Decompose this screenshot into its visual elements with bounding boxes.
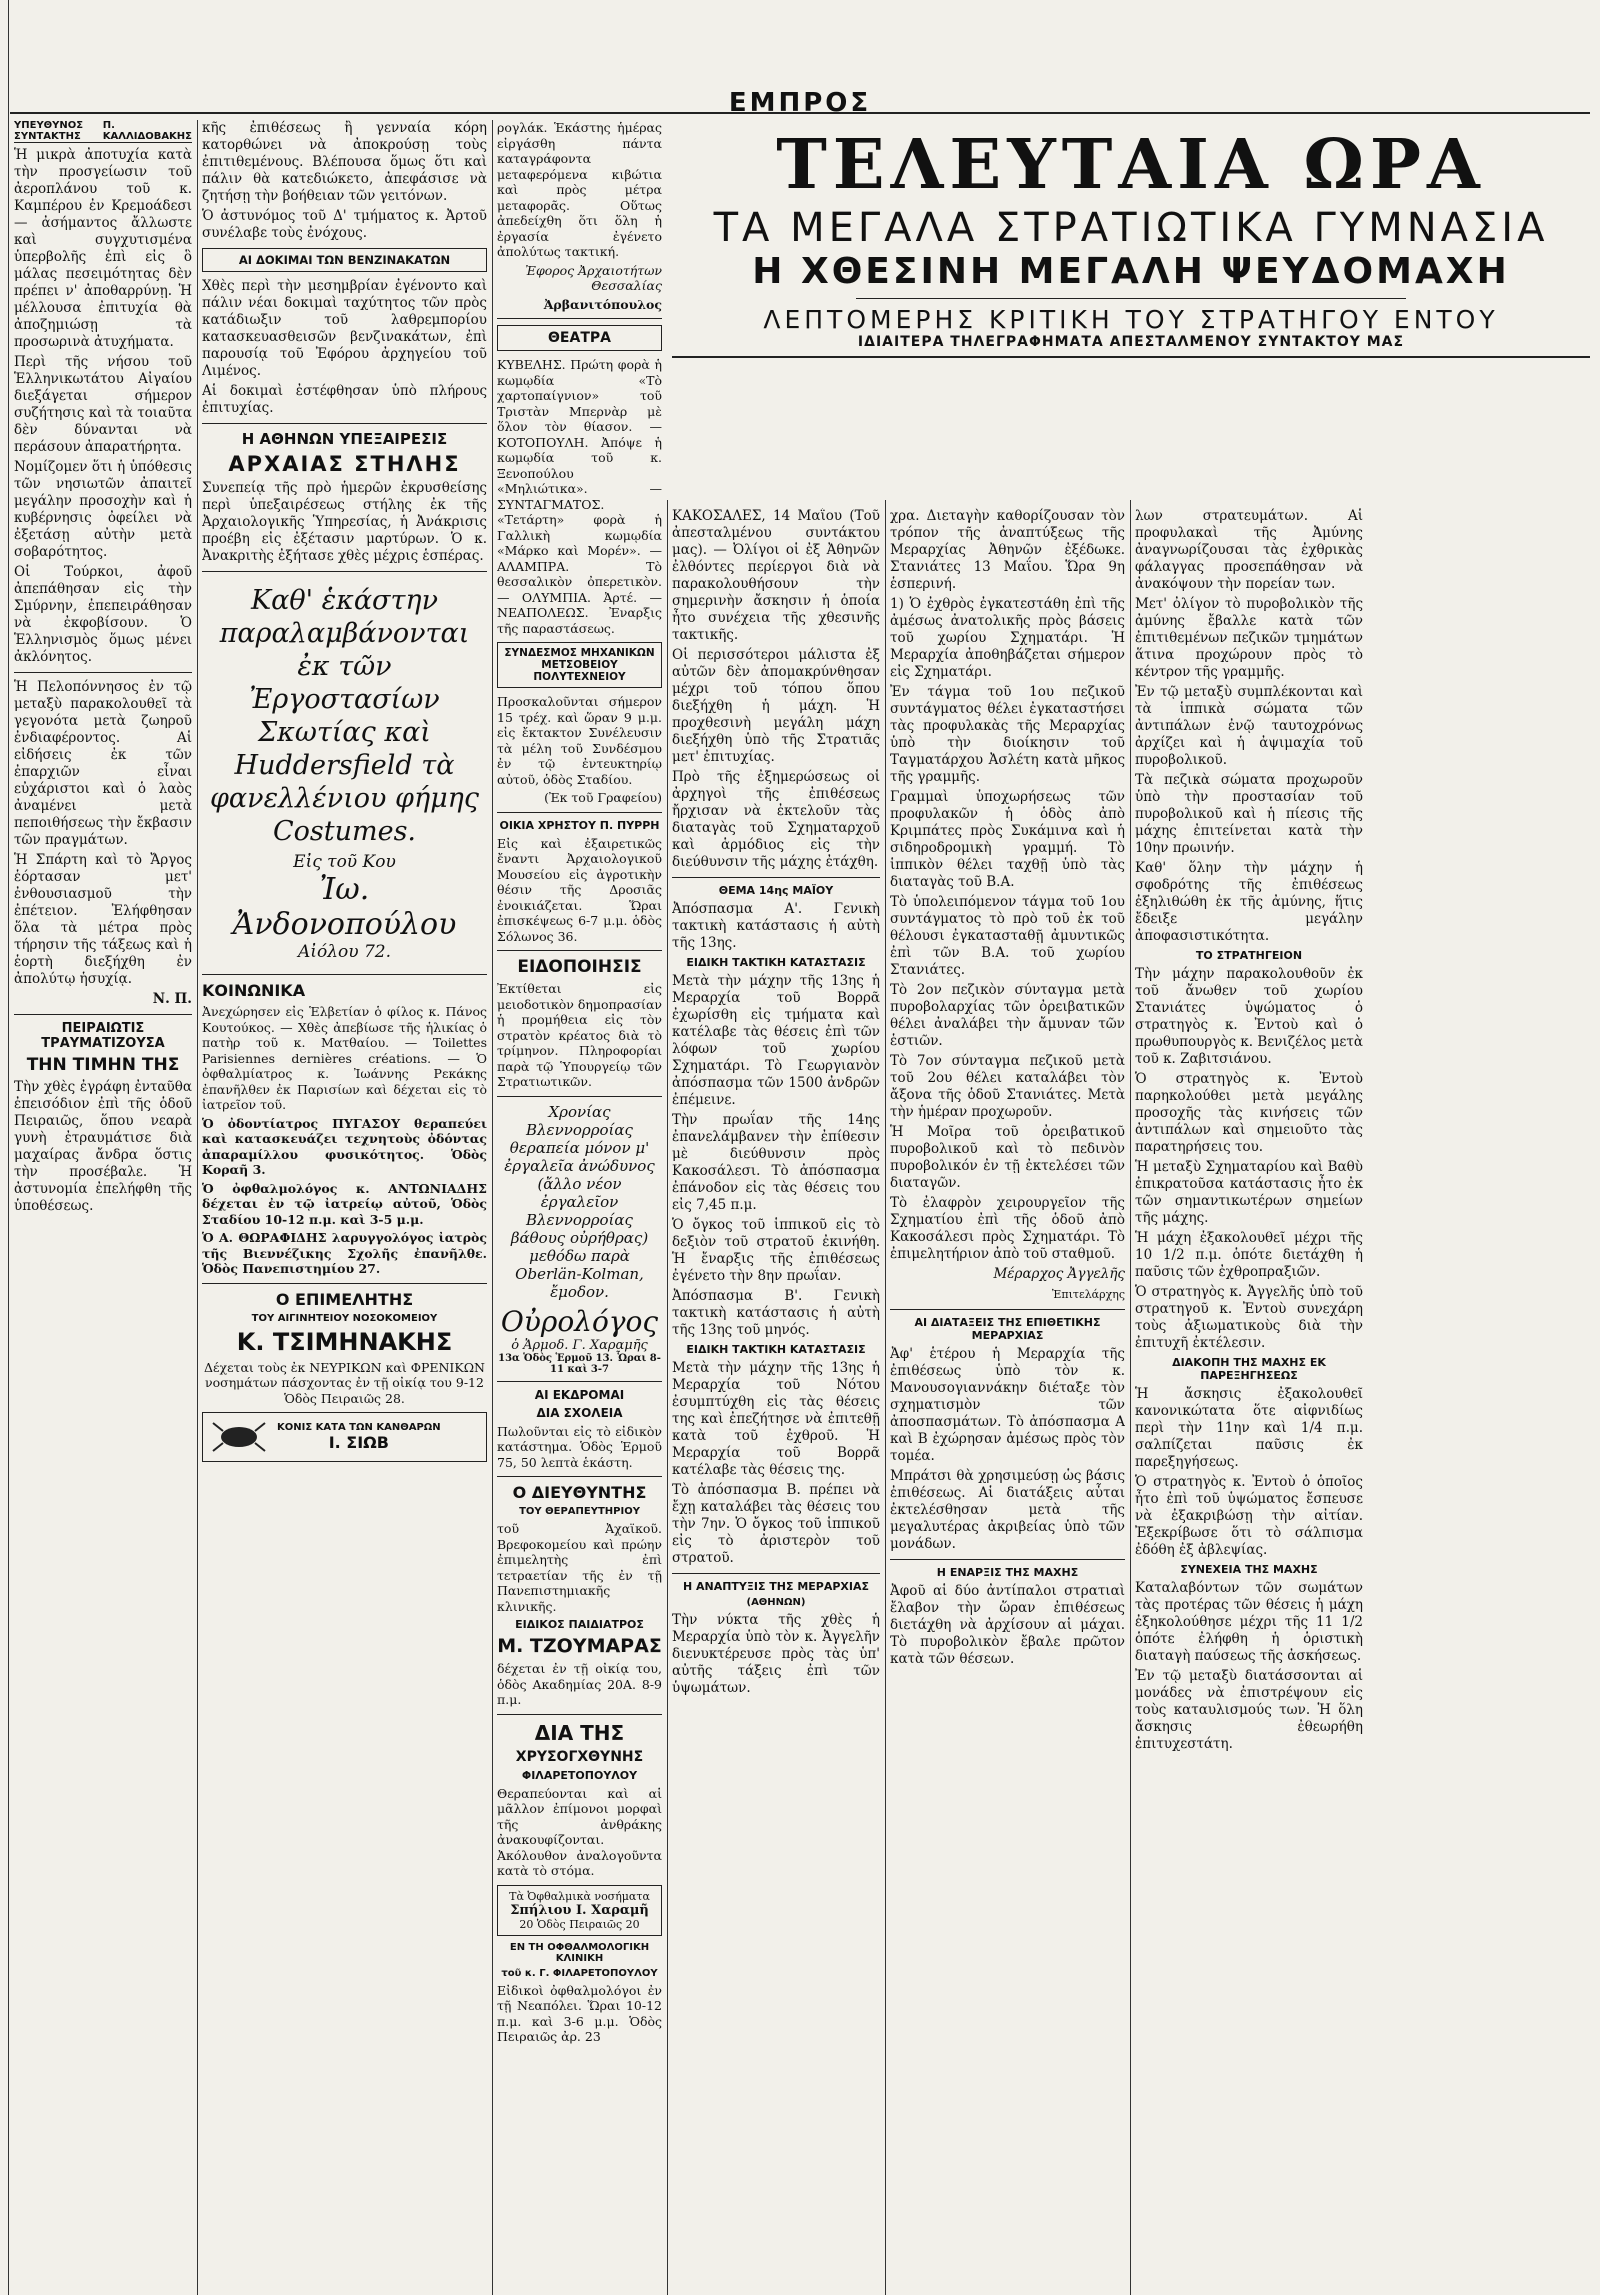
col6-paragraph: Ἐν τῷ μεταξὺ συμπλέκονται καὶ τὰ ἱππικὰ σώματα τῶν ἀντιπάλων ἐνῷ ταυτοχρόνως ἀρχίζει καὶ ἡ ἀψιμαχία τοῦ πυροβολικοῦ. bbox=[1135, 684, 1363, 768]
chrysoichthyni-text: Θεραπεύονται καὶ αἱ μᾶλλον ἐπίμονοι μορφαὶ τῆς ἀνθράκης ἀνακουφίζονται. Ἀκόλουθον ἀναλογοῦντα κατὰ τὸ στόμα. bbox=[497, 1785, 662, 1878]
col3-signature-name: Ἀρβανιτόπουλος bbox=[543, 296, 662, 312]
eidiki-taktiki-headline: ΕΙΔΙΚΗ ΤΑΚΤΙΚΗ ΚΑΤΑΣΤΑΣΙΣ bbox=[686, 956, 866, 969]
col2-paragraph: Αἱ δοκιμαὶ ἐστέφθησαν ὑπὸ πλήρους ἐπιτυχίας. bbox=[202, 383, 487, 416]
col4-paragraph: Ἀπόσπασμα Β'. Γενικὴ τακτικὴ κατάστασις ἡ αὐτὴ τῆς 13ης τοῦ μηνός. bbox=[672, 1288, 880, 1338]
col4-paragraph: Μετὰ τὴν μάχην τῆς 13ης ἡ Μεραρχία τοῦ Βορρᾶ ἐχωρίσθη εἰς τμήματα καὶ κατέλαβε τὰς θέσεις ἐπὶ τῶν λόφων τοῦ χωρίου Σχηματάρι. Τὸ Γεωργιανὸν ἀπόσπασμα τῶν 1500 ἀνδρῶν ἐπέμεινε. bbox=[672, 973, 880, 1108]
epimelitis-name: Κ. ΤΣΙΜΗΝΑΚΗΣ bbox=[236, 1327, 453, 1356]
doctor-ad: Ὁ Α. ΘΩΡΑΦΙΔΗΣ λαρυγγολόγος ἰατρὸς τῆς Βιεννέζικης Σχολῆς ἐπανῆλθε. Ὁδὸς Πανεπιστημίου 27. bbox=[202, 1230, 487, 1276]
col4-paragraph: Τὸ ἀπόσπασμα Β. πρέπει νὰ ἔχῃ καταλάβει τὰς θέσεις του τὴν 7ην. Ὁ ὄγκος τοῦ ἱππικοῦ εἰς τὸ ἀριστερὸν τοῦ στρατοῦ. bbox=[672, 1482, 880, 1566]
col6-paragraph: Καθ' ὅλην τὴν μάχην ἡ σφοδρότης τῆς ἐπιθέσεως ἐξηλιθώθη ἐκ τῆς ἀμύνης, ἥτις ἔδειξε μεγάλην ἀποφασιστικότητα. bbox=[1135, 860, 1363, 944]
col5-paragraph: χρα. Διεταγὴν καθορίζουσαν τὸν τρόπον τῆς ἀναπτύξεως τῆς Μεραρχίας Ἀθηνῶν ἐξέδωκε. Στανιάτες 13 Μαΐου. Ὥρα 9η ἑσπερινή. bbox=[890, 508, 1125, 592]
doctor-ad: Ὁ ὀδοντίατρος ΠΥΓΑΣΟΥ θεραπεύει καὶ κατασκευάζει τεχνητοὺς ὀδόντας ἀπαραμίλλου φυσικότητος. Ὁδὸς Κοραῆ 3. bbox=[202, 1115, 487, 1177]
ophthalmic-clinic-headline: ΕΝ ΤΗ ΟΦΘΑΛΜΟΛΟΓΙΚΗ ΚΛΙΝΙΚΗ bbox=[509, 1941, 650, 1964]
siwb-advertisement bbox=[202, 1412, 487, 1462]
dieftyntis-sub: ΤΟΥ ΘΕΡΑΠΕΥΤΗΡΙΟΥ bbox=[519, 1506, 640, 1517]
byline-name: Π. ΚΑΛΛΙΔΟΒΑΚΗΣ bbox=[102, 120, 192, 142]
column-rule bbox=[492, 120, 493, 2295]
doctor-ad: Ὁ ὀφθαλμολόγος κ. ΑΝΤΩΝΙΑΔΗΣ δέχεται ἐν τῷ ἰατρείῳ αὐτοῦ, Ὁδὸς Σταδίου 10-12 π.μ. καὶ 3-5 μ.μ. bbox=[202, 1180, 487, 1227]
col6-paragraph: Τὰ πεζικὰ σώματα προχωροῦν ὑπὸ τὴν προστασίαν τοῦ πυροβολικοῦ καὶ ἡ πίεσις τῆς μάχης ἐπιτείνεται κατὰ τὴν 10ην πρωινήν. bbox=[1135, 772, 1363, 856]
column-4 bbox=[672, 508, 880, 2290]
col4-paragraph: Πρὸ τῆς ἐξημερώσεως οἱ ἀρχηγοὶ τῆς ἐπιθέσεως ἤρχισαν νὰ ἐκτελοῦν τὰς διαταγὰς τοῦ Σχηματαρχοῦ καὶ ἁρμόδιος εἰς τὴν διεύθυνσιν τῆς μάχης ἐτάχθη. bbox=[672, 769, 880, 870]
skoleia-headline-2: ΔΙΑ ΣΧΟΛΕΙΑ bbox=[536, 1405, 623, 1420]
col1-paragraph: Οἱ Τούρκοι, ἀφοῦ ἀπεπάθησαν εἰς τὴν Σμύρνην, ἐπεπειράθησαν νὰ ἐκφοβίσουν. Ὁ Ἑλληνισμὸς ὅμως μένει ἀκλόνητος. bbox=[14, 564, 192, 665]
col4-paragraph: Τὴν νύκτα τῆς χθὲς ἡ Μεραρχία ὑπὸ τὸν κ. Ἀγγελῆν διενυκτέρευσε πρὸς τὰς ὑπ' αὐτῆς τάξεις ἐπὶ τῶν ὑψωμάτων. bbox=[672, 1612, 880, 1696]
col4-paragraph: Τὴν πρωΐαν τῆς 14ης ἐπανελάμβανεν τὴν ἐπίθεσιν μὲ διεύθυνσιν πρὸς Κακοσάλεσι. Τὸ ἀπόσπασμα ἐπάνοδον εἰς τὰς θέσεις του εἰς 7,45 π.μ. bbox=[672, 1112, 880, 1213]
costumes-ad-address: Αἰόλου 72. bbox=[298, 942, 391, 962]
urologist-ad-address: 13α Ὁδὸς Ἑρμοῦ 13. Ὧραι 8-11 καὶ 3-7 bbox=[498, 1352, 661, 1375]
byline-label: ΥΠΕΥΘΥΝΟΣ ΣΥΝΤΑΚΤΗΣ bbox=[14, 120, 84, 142]
headline-kritiki: ΛΕΠΤΟΜΕΡΗΣ ΚΡΙΤΙΚΗ ΤΟΥ ΣΤΡΑΤΗΓΟΥ ΕΝΤΟΥ bbox=[763, 305, 1499, 334]
col1-paragraph: Ἡ Σπάρτη καὶ τὸ Ἄργος ἑόρτασαν μετ' ἐνθουσιασμοῦ τὴν ἐπέτειον. Ἐλήφθησαν ὅλα τὰ μέτρα πρὸς τήρησιν τῆς τάξεως καὶ ἡ ἑορτὴ διεξήχθη ἐν ἀπολύτῳ ἡσυχίᾳ. bbox=[14, 852, 192, 987]
column-3 bbox=[497, 120, 662, 2290]
urologist-ad-name: ὁ Ἀρμοδ. Γ. Χαραμῆς bbox=[511, 1337, 648, 1353]
col6-paragraph: Καταλαβόντων τῶν σωμάτων τὰς προτέρας τῶν θέσεις ἡ μάχη ἐξηκολούθησε μέχρι τῆς 11 1/2 ὁπότε ἐλήφθη ἡ ὁριστικὴ διαταγὴ παύσεως τῆς ἀσκήσεως. bbox=[1135, 1580, 1363, 1664]
syndesmos-headline-2: ΜΕΤΣΟΒΕΙΟΥ ΠΟΛΥΤΕΧΝΕΙΟΥ bbox=[533, 659, 626, 683]
col1-lower-headline-2: ΤΗΝ ΤΙΜΗΝ ΤΗΣ bbox=[26, 1055, 180, 1075]
syndesmos-headline bbox=[497, 642, 662, 688]
headline-tilegrafimata: ΙΔΙΑΙΤΕΡΑ ΤΗΛΕΓΡΑΦΗΜΑΤΑ ΑΠΕΣΤΑΛΜΕΝΟΥ ΣΥΝΤΑΚΤΟΥ ΜΑΣ bbox=[857, 334, 1405, 350]
oikia-headline: ΟΙΚΙΑ ΧΡΗΣΤΟΥ Π. ΠΥΡΡΗ bbox=[499, 818, 660, 832]
column-rule bbox=[885, 500, 886, 2295]
col5-paragraph: Μπράτσι θὰ χρησιμεύσῃ ὡς βάσις ἐπιθέσεως. Αἱ διατάξεις αὗται ἐκτελέσθησαν μετὰ τῆς μεγαλυτέρας ἀκριβείας ὑπὸ τῶν μονάδων. bbox=[890, 1468, 1125, 1552]
col2-paragraph: κῆς ἐπιθέσεως ἢ γενναία κόρη κατορθώνει νὰ ἀποκρούσῃ τοὺς ἐπιτιθεμένους. Βλέπουσα ὅμως ὅτι καὶ πάλιν θὰ κατεδιώκετο, ἀπεφάσισε νὰ ζητήσῃ τὴν βοήθειαν τῶν γειτόνων. bbox=[202, 120, 487, 204]
epimelitis-text: Δέχεται τοὺς ἐκ ΝΕΥΡΙΚΩΝ καὶ ΦΡΕΝΙΚΩΝ νοσημάτων πάσχοντας ἐν τῇ οἰκίᾳ του 9-12 Ὁδὸς Πειραιῶς 28. bbox=[204, 1359, 485, 1406]
col3-paragraph: ρογλάκ. Ἑκάστης ἡμέρας εἰργάσθη πάντα καταγράφοντα μεταφερόμενα κιβώτια καὶ πρὸς μέτρα μεταφορᾶς. Οὕτως ἀπεδείχθη ὅτι ὅλη ἡ ἐργασία ἐγένετο ἀπολύτως τακτική. bbox=[497, 120, 662, 259]
col1-lower-text: Τὴν χθὲς ἐγράφη ἐνταῦθα ἐπεισόδιον ἐπὶ τῆς ὁδοῦ Πειραιῶς, ὅπου νεαρὰ γυνὴ ἐτραυμάτισε διὰ μαχαίρας ἄνδρα ὅστις τὴν προσέβαλε. Ἡ ἀστυνομία ἐπελήφθη τῆς ὑποθέσεως. bbox=[14, 1079, 192, 1214]
col4-paragraph: Οἱ περισσότεροι μάλιστα ἐξ αὐτῶν δὲν ἀπομακρύνθησαν μέχρι τοῦ τόπου ὅπου διεξήχθη ἡ μάχη. Ἡ προχθεσινὴ μεγάλη μάχη διεξήχθη ὑπὸ τῆς Στρατιᾶς μετ' ἐπιτυχίας. bbox=[672, 647, 880, 765]
headline-gymnasia: ΤΑ ΜΕΓΑΛΑ ΣΤΡΑΤΙΩΤΙΚΑ ΓΥΜΝΑΣΙΑ bbox=[713, 205, 1549, 251]
column-rule bbox=[1130, 500, 1131, 2295]
column-1 bbox=[14, 120, 192, 2290]
costumes-advertisement bbox=[202, 578, 487, 968]
col6-paragraph: Τὴν μάχην παρακολουθοῦν ἐκ τοῦ ἄνωθεν τοῦ χωρίου Στανιάτες ὑψώματος ὁ στρατηγὸς κ. Ἐντοὺ καὶ ὁ πρωθυπουργὸς κ. Βενιζέλος μετὰ τοῦ κ. Ζαβιτσιάνου. bbox=[1135, 966, 1363, 1067]
col4-paragraph: ΚΑΚΟΣΑΛΕΣ, 14 Μαΐου (Τοῦ ἀπεσταλμένου συντάκτου μας). — Ὀλίγοι οἱ ἐξ Ἀθηνῶν ἐλθόντες περίεργοι διὰ νὰ παρακολουθήσουν τὴν σημερινὴν ἄσκησιν ἡ ὁποία ἦτο συνέχεια τῆς χθεσινῆς τακτικῆς. bbox=[672, 508, 880, 643]
col2-headline-benzinakata: ΑΙ ΔΟΚΙΜΑΙ ΤΩΝ ΒΕΝΖΙΝΑΚΑΤΩΝ bbox=[202, 248, 487, 272]
column-rule bbox=[197, 120, 198, 2295]
col1-signature: Ν. Π. bbox=[152, 991, 192, 1007]
col6-paragraph: Μετ' ὀλίγον τὸ πυροβολικὸν τῆς ἀμύνης ἔβαλλε κατὰ τῶν ἐπιτιθεμένων πεζικῶν τμημάτων ἅτινα προχώρουν πρὸς τὸ κέντρον τῆς γραμμῆς. bbox=[1135, 596, 1363, 680]
col6-paragraph: Ἡ μεταξὺ Σχηματαρίου καὶ Βαθὺ ἐπικρατοῦσα κατάστασις ἦτο ἐκ τῶν σημαντικωτέρων σημείων τῆς μάχης. bbox=[1135, 1159, 1363, 1226]
col2-paragraph: Ὁ ἀστυνόμος τοῦ Δ' τμήματος κ. Ἀρτοῦ συνέλαβε τοὺς ἐνόχους. bbox=[202, 208, 487, 241]
koinonika-text: Ἀνεχώρησεν εἰς Ἑλβετίαν ὁ φίλος κ. Πάνος Κουτούκος. — Χθὲς ἀπεβίωσε τῆς ἡλικίας ὁ πατὴρ τοῦ κ. Ματθαίου. — Toilettes Parisiennes dernières créations. — Ὁ ὀφθαλμίατρος κ. Ἰωάννης Ρεκάκης ἐπανῆλθεν ἐκ Παρισίων καὶ δέχεται εἰς τὸ ἰατρεῖον τοῦ. bbox=[202, 1004, 487, 1112]
col5-paragraph: Τὸ 7ον σύνταγμα πεζικοῦ μετὰ τοῦ 2ου θέλει καταλάβει τὸν ἄξονα τῆς ὁδοῦ Στανιάτες. Μετὰ τὴν ἡμέραν προχωροῦν. bbox=[890, 1053, 1125, 1120]
col6-paragraph: Ὁ στρατηγὸς κ. Ἐντοὺ παρηκολούθει μετὰ μεγάλης προσοχῆς τὰς κινήσεις τῶν ἀντιπάλων καὶ σημειοῦτο τὰς παρατηρήσεις του. bbox=[1135, 1071, 1363, 1155]
syndesmos-text: Προσκαλοῦνται σήμερον 15 τρέχ. καὶ ὥραν 9 μ.μ. εἰς ἔκτακτον Συνέλευσιν τὰ μέλη τοῦ Συνδέσμου ἐν τῷ ἐντευκτηρίῳ αὐτοῦ, ὁδὸς Σταδίου. bbox=[497, 694, 662, 787]
column-rule bbox=[667, 500, 668, 2295]
col2-paragraph: Συνεπείᾳ τῆς πρὸ ἡμερῶν ἐκρυσθείσης περὶ ὑπεξαιρέσεως στήλης ἐκ τῆς Ἀρχαιολογικῆς Ὑπηρεσίας, ἡ Ἀνάκρισις προέβη εἰς ἐξέτασιν μαρτύρων. Ὁ κ. Ἀνακριτὴς ἐξήτασε χθὲς μέχρις ἑσπέρας. bbox=[202, 480, 487, 564]
chrysoichthyni-sub: ΦΙΛΑΡΕΤΟΠΟΥΛΟΥ bbox=[521, 1768, 638, 1782]
col5-paragraph: Γραμμαὶ ὑποχωρήσεως τῶν προφυλακῶν ἡ ὁδὸς ἀπὸ Κριμπάτες πρὸς Συκάμινα καὶ ἡ σιδηροδρομικὴ γραμμή. Τὸ ἱππικὸν θέλει ταχθῇ ὑπὸ τὰς διαταγὰς τοῦ Β.Α. bbox=[890, 789, 1125, 890]
costumes-ad-sub: Εἰς τοῦ Κου bbox=[293, 852, 396, 872]
col6-paragraph: Ὁ στρατηγὸς κ. Ἐντοὺ ὁ ὁποῖος ἦτο ἐπὶ τοῦ ὑψώματος ἔσπευσε νὰ ἐξακριβώσῃ τὴν αἰτίαν. Ἐξεκρίβωσε ὅτι τὸ σάλπισμα ἐδόθη ἐξ ἀβλεψίας. bbox=[1135, 1474, 1363, 1558]
col2-headline-stilis: ΑΡΧΑΙΑΣ ΣΤΗΛΗΣ bbox=[228, 452, 461, 476]
eidopoiisis-headline: ΕΙΔΟΠΟΙΗΣΙΣ bbox=[517, 957, 642, 977]
ophthalmic-clinic-sub: τοῦ κ. Γ. ΦΙΛΑΡΕΤΟΠΟΥΛΟΥ bbox=[501, 1967, 658, 1979]
paidiatros-headline: ΕΙΔΙΚΟΣ ΠΑΙΔΙΑΤΡΟΣ bbox=[515, 1618, 644, 1631]
col6-paragraph: λων στρατευμάτων. Αἱ προφυλακαὶ τῆς Ἀμύνης ἀναγνωρίζουσαι τὰς ἐχθρικὰς φάλαγγας προσεπάθησαν νὰ ἀνακόψουν τὴν πορείαν των. bbox=[1135, 508, 1363, 592]
ophthalmic-box-address: 20 Ὁδὸς Πειραιῶς 20 bbox=[519, 1917, 640, 1931]
col5-paragraph: Ἡ Μοῖρα τοῦ ὀρειβατικοῦ πυροβολικοῦ καὶ τὸ πεδινὸν πυροβολικόν ἐν τῇ ἐκτελέσει τῶν διαταγῶν. bbox=[890, 1124, 1125, 1191]
oikia-text: Εἰς καὶ ἐξαιρετικῶς ἔναντι Ἀρχαιολογικοῦ Μουσείου εἰς ἀγροτικὴν θέσιν τῆς Δροσιᾶς ἐνοικιάζεται. Ὥραι ἐπισκέψεως 6-7 μ.μ. ὁδὸς Σόλωνος 36. bbox=[497, 835, 662, 944]
col1-lower-headline: ΠΕΙΡΑΙΩΤΙΣ ΤΡΑΥΜΑΤΙΖΟΥΣΑ bbox=[41, 1021, 165, 1051]
theatra-text: ΚΥΒΕΛΗΣ. Πρώτη φορὰ ἡ κωμῳδία «Τὸ χαρτοπαίγνιον» τοῦ Τριστὰν Μπερνὰρ μὲ ὅλον τὸν θίασον. — ΚΟΤΟΠΟΥΛΗ. Ἀπόψε ἡ κωμῳδία τοῦ κ. Ξενοπούλου «Μηλιώτικα». — ΣΥΝΤΑΓΜΑΤΟΣ. «Τετάρτη» φορὰ ἡ Γαλλικὴ κωμῳδία «Μάρκο καὶ Μορέν». — ΑΛΑΜΠΡΑ. Τὸ θεσσαλικὸν ὀπερετικὸν. — ΟΛΥΜΠΙΑ. Ἀρτέ. — ΝΕΑΠΟΛΕΩΣ. Ἐναρξις τῆς παραστάσεως. bbox=[497, 357, 662, 636]
koinonika-headline: ΚΟΙΝΩΝΙΚΑ bbox=[202, 981, 306, 1000]
epimelitis-sub: ΤΟΥ ΑΙΓΙΝΗΤΕΙΟΥ ΝΟΣΟΚΟΜΕΙΟΥ bbox=[251, 1312, 438, 1324]
col5-paragraph: Τὸ ἐλαφρὸν χειρουργεῖον τῆς Σχηματίου ἐπὶ τῆς ὁδοῦ ἀπὸ Κακοσάλεσι πρὸς Σχηματάρι. Τὸ ἐπιμελητήριον ἀπὸ τοῦ σταθμοῦ. bbox=[890, 1195, 1125, 1262]
paidiatros-name: Μ. ΤΖΟΥΜΑΡΑΣ bbox=[497, 1635, 662, 1657]
col5-paragraph: Ἀφ' ἑτέρου ἡ Μεραρχία τῆς ἐπιθέσεως ὑπὸ τὸν κ. Μανουσογιαννάκην διέταξε τὸν σχηματισμὸν τῶν ἀποσπασμάτων. Τὸ ἀπόσπασμα Α καὶ Β ἐχώρησαν ἀμέσως πρὸς τὸν τομέα. bbox=[890, 1346, 1125, 1464]
syndesmos-headline-1: ΣΥΝΔΕΣΜΟΣ ΜΗΧΑΝΙΚΩΝ bbox=[504, 647, 655, 659]
col5-signature-title: Ἐπιτελάρχης bbox=[1052, 1288, 1125, 1301]
urologist-ad-title: Οὐρολόγος bbox=[500, 1304, 659, 1338]
skoleia-text: Πωλοῦνται εἰς τὸ εἰδικὸν κατάστημα. Ὁδὸς Ἑρμοῦ 75, 50 λεπτὰ ἑκάστη. bbox=[497, 1423, 662, 1470]
col5-paragraph: Τὸ ὑπολειπόμενον τάγμα τοῦ 1ου συντάγματος τὸ πρὸ τοῦ ἐκ τοῦ θέλουσι ἐγκατασταθῇ ἀμυντικῶς ἐπὶ τῶν Β.Α. τοῦ χωρίου Στανιάτες. bbox=[890, 894, 1125, 978]
urologist-ad-text: Χρονίας Βλεννορροίας θεραπεία μόνον μ' ἐργαλεῖα ἀνώδυνος (ἄλλο νέον ἐργαλεῖον Βλεννορροίας βάθους οὐρήθρας) μεθόδω παρὰ Oberlän-Kolman, ἔμοδον. bbox=[504, 1102, 655, 1301]
col6-paragraph: Ἡ ἄσκησις ἐξακολουθεῖ κανονικώτατα ὅτε αἰφνιδίως περὶ τὴν 11ην καὶ 1/4 π.μ. σαλπίζεται παῦσις ἐκ παρεξηγήσεως. bbox=[1135, 1386, 1363, 1470]
left-margin-rule bbox=[8, 0, 9, 2295]
col5-paragraph: Ἀφοῦ αἱ δύο ἀντίπαλοι στρατιαὶ ἔλαβον τὴν ὥραν ἐπιθέσεως διετάχθη νὰ ἀρχίσουν αἱ μάχαι. Τὸ πυροβολικὸν ἔβαλε πρῶτον κατὰ τῶν θέσεων. bbox=[890, 1583, 1125, 1667]
costumes-ad-name: Ἰω. Ἀνδονοπούλου bbox=[232, 872, 457, 942]
col5-paragraph: Τὸ 2ον πεζικὸν σύνταγμα μετὰ πυροβολαρχίας τῶν ὀρειβατικῶν θέλει ἀναλάβει τὴν ἄμυναν τῶν ἑστιῶν. bbox=[890, 982, 1125, 1049]
anaptyxi-headline: Η ΑΝΑΠΤΥΞΙΣ ΤΗΣ ΜΕΡΑΡΧΙΑΣ bbox=[682, 1580, 870, 1593]
siwb-ad-headline: ΚΟΝΙΣ ΚΑΤΑ ΤΩΝ ΚΑΝΘΑΡΩΝ bbox=[277, 1422, 441, 1433]
skoleia-headline: ΑΙ ΕΚΔΡΟΜΑΙ bbox=[534, 1387, 625, 1402]
col6-paragraph: Ὁ στρατηγὸς κ. Ἀγγελῆς ὑπὸ τοῦ στρατηγοῦ κ. Ἐντοὺ συνεχάρη τοὺς ἀξιωματικοὺς διὰ τὴν ἐπιτυχῆ ἐκτέλεσιν. bbox=[1135, 1284, 1363, 1351]
col4-paragraph: Μετὰ τὴν μάχην τῆς 13ης ἡ Μεραρχία τοῦ Νότου ἐσυμπτύχθη εἰς τὰς θέσεις της καὶ ἐπεζήτησε νὰ ἐπιτεθῇ κατὰ τοῦ ἐχθροῦ. Ἡ Μεραρχία τοῦ Βορρᾶ κατέλαβε τὰς θέσεις της. bbox=[672, 1360, 880, 1478]
dieftyntis-headline: Ο ΔΙΕΥΘΥΝΤΗΣ bbox=[512, 1483, 647, 1502]
col5-paragraph: 1) Ὁ ἐχθρὸς ἐγκατεστάθη ἐπὶ τῆς ἀμέσως ἀνατολικῆς πρὸς βάσεις τοῦ χωρίου Σχηματάρι. Ἡ Μεραρχία ἀποθηβάζεται σήμερον εἰς Σχηματάρι. bbox=[890, 596, 1125, 680]
siwb-ad-name: Ι. ΣΙΩΒ bbox=[328, 1433, 389, 1452]
col1-paragraph: Περὶ τῆς νήσου τοῦ Ἑλληνικωτάτου Αἰγαίου διεξάγεται σήμερον συζήτησις καὶ τὰ τοιαῦτα δὲν δύνανται νὰ περάσουν ἀπαρατήρητα. bbox=[14, 354, 192, 455]
main-title: ΤΕΛΕΥΤΑΙΑ ΩΡΑ bbox=[776, 125, 1486, 205]
main-headline-block bbox=[672, 125, 1590, 358]
theatra-headline: ΘΕΑΤΡΑ bbox=[497, 325, 662, 351]
thema-date-headline: ΘΕΜΑ 14ης ΜΑΪΟΥ bbox=[718, 884, 834, 897]
col1-paragraph: Νομίζομεν ὅτι ἡ ὑπόθεσις τῶν νησιωτῶν ἀπαιτεῖ μεγάλην προσοχὴν καὶ ἡ κυβέρνησις ὀφείλει νὰ ἐξετάσῃ αὐτὴν μετὰ σοβαρότητος. bbox=[14, 459, 192, 560]
diakopi-headline: ΔΙΑΚΟΠΗ ΤΗΣ ΜΑΧΗΣ ΕΚ ΠΑΡΕΞΗΓΗΣΕΩΣ bbox=[1172, 1356, 1326, 1382]
strategeion-headline: ΤΟ ΣΤΡΑΤΗΓΕΙΟΝ bbox=[1195, 949, 1303, 962]
col5-paragraph: Ἐν τάγμα τοῦ 1ου πεζικοῦ συντάγματος θέλει ἐγκαταστήσει τὰς προφυλακὰς τῆς Μεραρχίας ὑπὸ τὴν διοίκησιν τοῦ Ταγματάρχου Ἀσλέτη κατὰ μῆκος τῆς γραμμῆς. bbox=[890, 684, 1125, 785]
eidiki-taktiki-headline-2: ΕΙΔΙΚΗ ΤΑΚΤΙΚΗ ΚΑΤΑΣΤΑΣΙΣ bbox=[686, 1343, 866, 1356]
epimelitis-headline: Ο ΕΠΙΜΕΛΗΤΗΣ bbox=[275, 1289, 414, 1309]
diataxeis-headline: ΑΙ ΔΙΑΤΑΞΕΙΣ ΤΗΣ ΕΠΙΘΕΤΙΚΗΣ ΜΕΡΑΡΧΙΑΣ bbox=[914, 1316, 1101, 1342]
beetle-icon bbox=[209, 1417, 269, 1457]
col6-paragraph: Ἐν τῷ μεταξὺ διατάσσονται αἱ μονάδες νὰ ἐπιστρέψουν εἰς τοὺς καταυλισμούς των. Ἡ ὅλη ἄσκησις ἐθεωρήθη ἐπιτυχεστάτη. bbox=[1135, 1668, 1363, 1752]
enarxi-headline: Η ΕΝΑΡΞΙΣ ΤΗΣ ΜΑΧΗΣ bbox=[936, 1566, 1079, 1579]
from-office-note: (Ἐκ τοῦ Γραφείου) bbox=[544, 790, 662, 805]
column-5 bbox=[890, 508, 1125, 2290]
col2-headline-athinon: Η ΑΘΗΝΩΝ ΥΠΕΞΑΙΡΕΣΙΣ bbox=[241, 430, 448, 448]
costumes-ad-text: Καθ' ἑκάστην παραλαμβάνονται ἐκ τῶν Ἐργοστασίων Σκωτίας καὶ Huddersfield τὰ φανελλένιου φήμης Costumes. bbox=[210, 585, 479, 847]
ophthalmic-clinic-text: Εἰδικοὶ ὀφθαλμολόγοι ἐν τῇ Νεαπόλει. Ὥραι 10-12 π.μ. καὶ 3-6 μ.μ. Ὁδὸς Πειραιῶς ἀρ. 23 bbox=[497, 1982, 662, 2044]
col2-paragraph: Χθὲς περὶ τὴν μεσημβρίαν ἐγένοντο καὶ πάλιν νέαι δοκιμαὶ ταχύτητος τῶν πρὸς κατάδιωξιν τοῦ λαθρεμπορίου κατασκευασθεισῶν βενζινακάτων, ἐπὶ παρουσίᾳ τοῦ Ἐφόρου ἀρχηγείου τοῦ Λιμένος. bbox=[202, 278, 487, 379]
col6-paragraph: Ἡ μάχη ἐξακολουθεῖ μέχρι τῆς 10 1/2 π.μ. ὁπότε διετάχθη ἡ παῦσις τῶν ἐχθροπραξιῶν. bbox=[1135, 1230, 1363, 1280]
synecheia-headline: ΣΥΝΕΧΕΙΑ ΤΗΣ ΜΑΧΗΣ bbox=[1180, 1563, 1318, 1576]
anaptyxi-sub: (ΑΘΗΝΩΝ) bbox=[746, 1597, 806, 1608]
col1-paragraph: Ἡ Πελοπόννησος ἐν τῷ μεταξὺ παρακολουθεῖ τὰ γεγονότα μετὰ ζωηροῦ ἐνδιαφέροντος. Αἱ εἰδήσεις ἐκ τῶν ἐπαρχιῶν εἶναι εὐχάριστοι καὶ ὁ λαὸς ἀναμένει μετὰ πεποιθήσεως τὴν ἔκβασιν τῶν πραγμάτων. bbox=[14, 679, 192, 848]
dieftyntis-text: τοῦ Ἀχαϊκοῦ. Βρεφοκομείου καὶ πρώην ἐπιμελητὴς ἐπὶ τετραετίαν τῆς ἐν τῇ Πανεπιστημιακῆς κλινικῆς. bbox=[497, 1521, 662, 1614]
masthead: ΕΜΠΡΟΣ bbox=[728, 88, 872, 118]
col3-signature: Ἐφορος Ἀρχαιοτήτων Θεσσαλίας bbox=[525, 262, 662, 293]
paidiatros-text: δέχεται ἐν τῇ οἰκίᾳ του, ὁδὸς Ακαδημίας 20Α. 8-9 π.μ. bbox=[497, 1661, 662, 1707]
eidopoiisis-text: Ἐκτίθεται εἰς μειοδοτικὸν δημοπρασίαν ἡ προμήθεια εἰς τὸν στρατὸν κρέατος διὰ τὸ τρίμηνον. Πληροφορίαι παρὰ τῷ Ὑπουργείῳ τῶν Στρατιωτικῶν. bbox=[497, 981, 662, 1089]
col4-paragraph: Ὁ ὄγκος τοῦ ἱππικοῦ εἰς τὸ δεξιὸν τοῦ στρατοῦ ἐκινήθη. Ἡ ἔναρξις τῆς ἐπιθέσεως ἐγένετο τὴν 8ην πρωΐαν. bbox=[672, 1217, 880, 1284]
headline-psevdomachi: Η ΧΘΕΣΙΝΗ ΜΕΓΑΛΗ ΨΕΥΔΟΜΑΧΗ bbox=[752, 251, 1510, 292]
column-2 bbox=[202, 120, 487, 2290]
ophthalmic-box-headline: Τὰ Ὀφθαλμικὰ νοσήματα bbox=[509, 1889, 650, 1903]
dia-tis-headline: ΔΙΑ ΤΗΣ bbox=[534, 1720, 625, 1745]
chrysoichthyni-headline: ΧΡΥΣΟΓΧΘΥΝΗΣ bbox=[515, 1748, 644, 1765]
col1-paragraph: Ἡ μικρὰ ἀποτυχία κατὰ τὴν προσγείωσιν τοῦ ἀεροπλάνου τοῦ κ. Καμπέρου ἐν Κρεμοάδεσι — ἀσήμαντος ἄλλωστε καὶ συγχυτισμένα ὑπερβολῆς ἐπὶ εἰς ὃ μάλας πεσειμότητας δὲν πρέπει ν' ἀποθαρρύνῃ. Ἡ μέλλουσα ἐπιτυχία θὰ ἀποζημιώσῃ τὰ προσωρινὰ ἀτυχήματα. bbox=[14, 147, 192, 350]
col4-paragraph: Ἀπόσπασμα Α'. Γενικὴ τακτικὴ κατάστασις ἡ αὐτὴ τῆς 13ης. bbox=[672, 901, 880, 951]
col5-signature: Μέραρχος Ἀγγελῆς bbox=[993, 1266, 1125, 1282]
ophthalmic-box-ad bbox=[497, 1885, 662, 1936]
column-6 bbox=[1135, 508, 1590, 2290]
ophthalmic-box-name: Σπήλιου Ι. Χαραμῆ bbox=[510, 1902, 649, 1918]
